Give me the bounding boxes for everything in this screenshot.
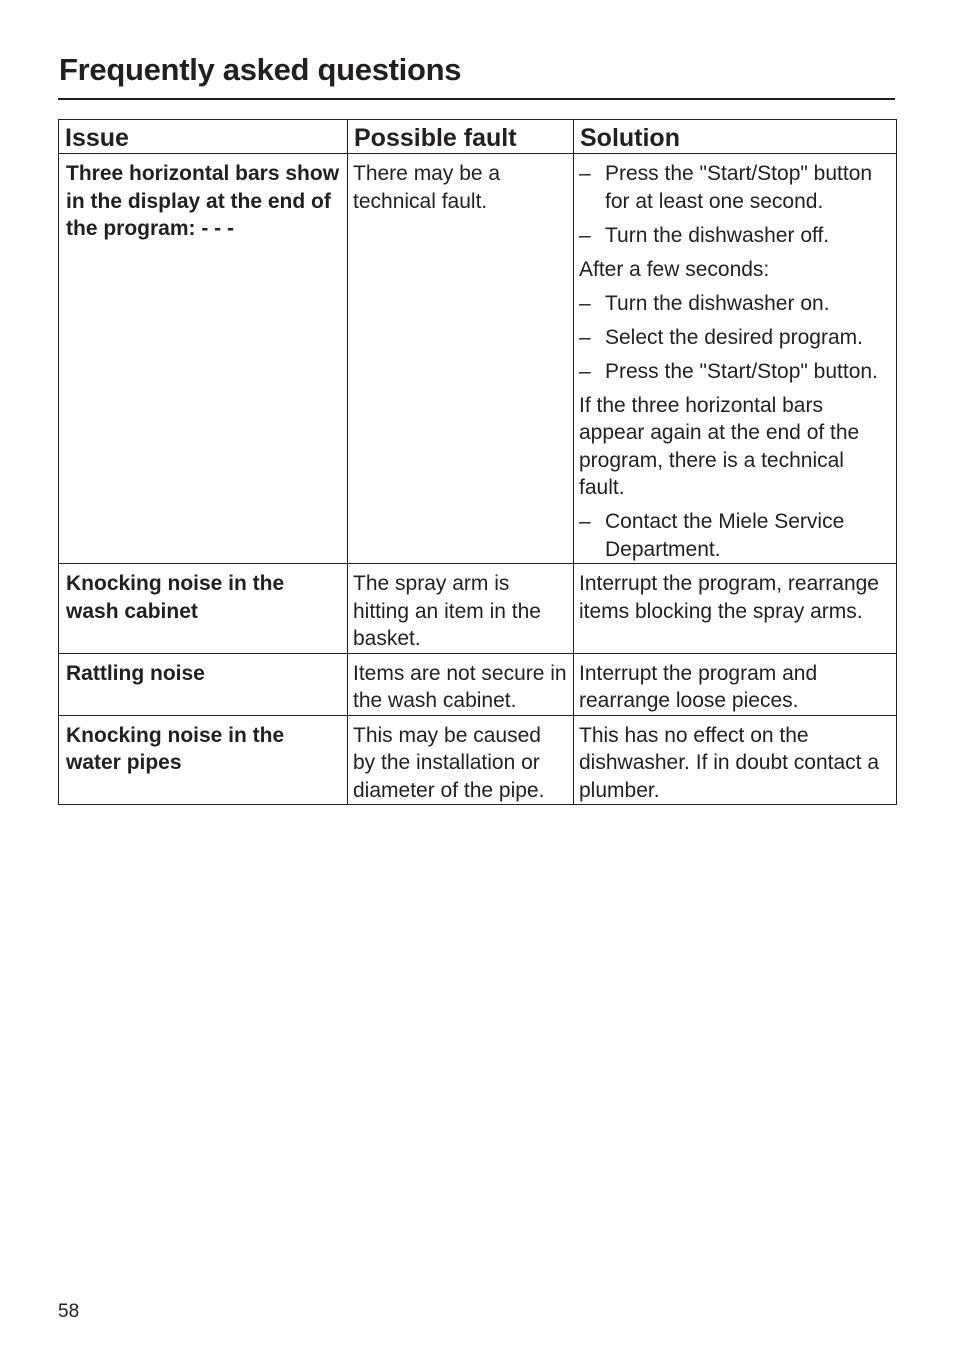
faq-table — [58, 119, 897, 805]
dash-bullet: – — [579, 223, 591, 247]
header-possible-fault: Possible fault — [348, 120, 574, 154]
solution-note: This has no effect on the dishwasher. If in doubt contact a plumber. — [579, 723, 880, 802]
fault-cell: The spray arm is hitting an item in the basket. — [348, 564, 574, 654]
issue-cell: Knocking noise in the wash cabinet — [59, 564, 348, 654]
table-row — [59, 653, 897, 715]
issue-cell: Three horizontal bars show in the display at the end of the program: - - - — [59, 154, 348, 564]
solution-cell — [574, 154, 897, 564]
solution-note: If the three horizontal bars appear again at the end of the program, there is a technical fault. — [579, 393, 860, 499]
faq-table-body — [59, 154, 897, 805]
faq-table-header — [59, 120, 897, 154]
solution-step-text: Contact the Miele Service Department. — [605, 510, 845, 561]
solution-step — [579, 508, 890, 563]
solution-step-text: Press the "Start/Stop" button for at least one second. — [605, 162, 873, 213]
header-row — [59, 120, 897, 154]
solution-step-text: Turn the dishwasher on. — [605, 291, 830, 315]
fault-cell: Items are not secure in the wash cabinet. — [348, 653, 574, 715]
dash-bullet: – — [579, 162, 591, 185]
solution-step-text: Turn the dishwasher off. — [605, 223, 830, 247]
solution-step — [579, 222, 890, 250]
table-row — [59, 564, 897, 654]
issue-cell: Knocking noise in the water pipes — [59, 715, 348, 805]
dash-bullet: – — [579, 359, 591, 383]
dash-bullet: – — [579, 325, 591, 349]
solution-step-text: Press the "Start/Stop" button. — [605, 359, 878, 383]
issue-cell: Rattling noise — [59, 653, 348, 715]
dash-bullet: – — [579, 291, 591, 315]
header-issue: Issue — [59, 120, 348, 154]
solution-cell — [574, 564, 897, 654]
title-divider — [58, 98, 895, 100]
table-row — [59, 715, 897, 805]
header-solution: Solution — [574, 120, 897, 154]
table-row — [59, 154, 897, 564]
solution-step — [579, 160, 890, 215]
page-title: Frequently asked questions — [59, 52, 462, 87]
solution-note: Interrupt the program and rearrange loose pieces. — [579, 661, 818, 712]
dash-bullet: – — [579, 510, 591, 533]
solution-cell — [574, 653, 897, 715]
fault-cell: This may be caused by the installation or diameter of the pipe. — [348, 715, 574, 805]
solution-step — [579, 324, 890, 352]
solution-step-text: Select the desired program. — [605, 325, 863, 349]
solution-step — [579, 290, 890, 318]
fault-cell: There may be a technical fault. — [348, 154, 574, 564]
solution-step — [579, 358, 890, 386]
page-number: 58 — [58, 1301, 80, 1322]
solution-note: Interrupt the program, rearrange items blocking the spray arms. — [579, 572, 879, 623]
solution-note: After a few seconds: — [579, 257, 770, 281]
solution-cell — [574, 715, 897, 805]
